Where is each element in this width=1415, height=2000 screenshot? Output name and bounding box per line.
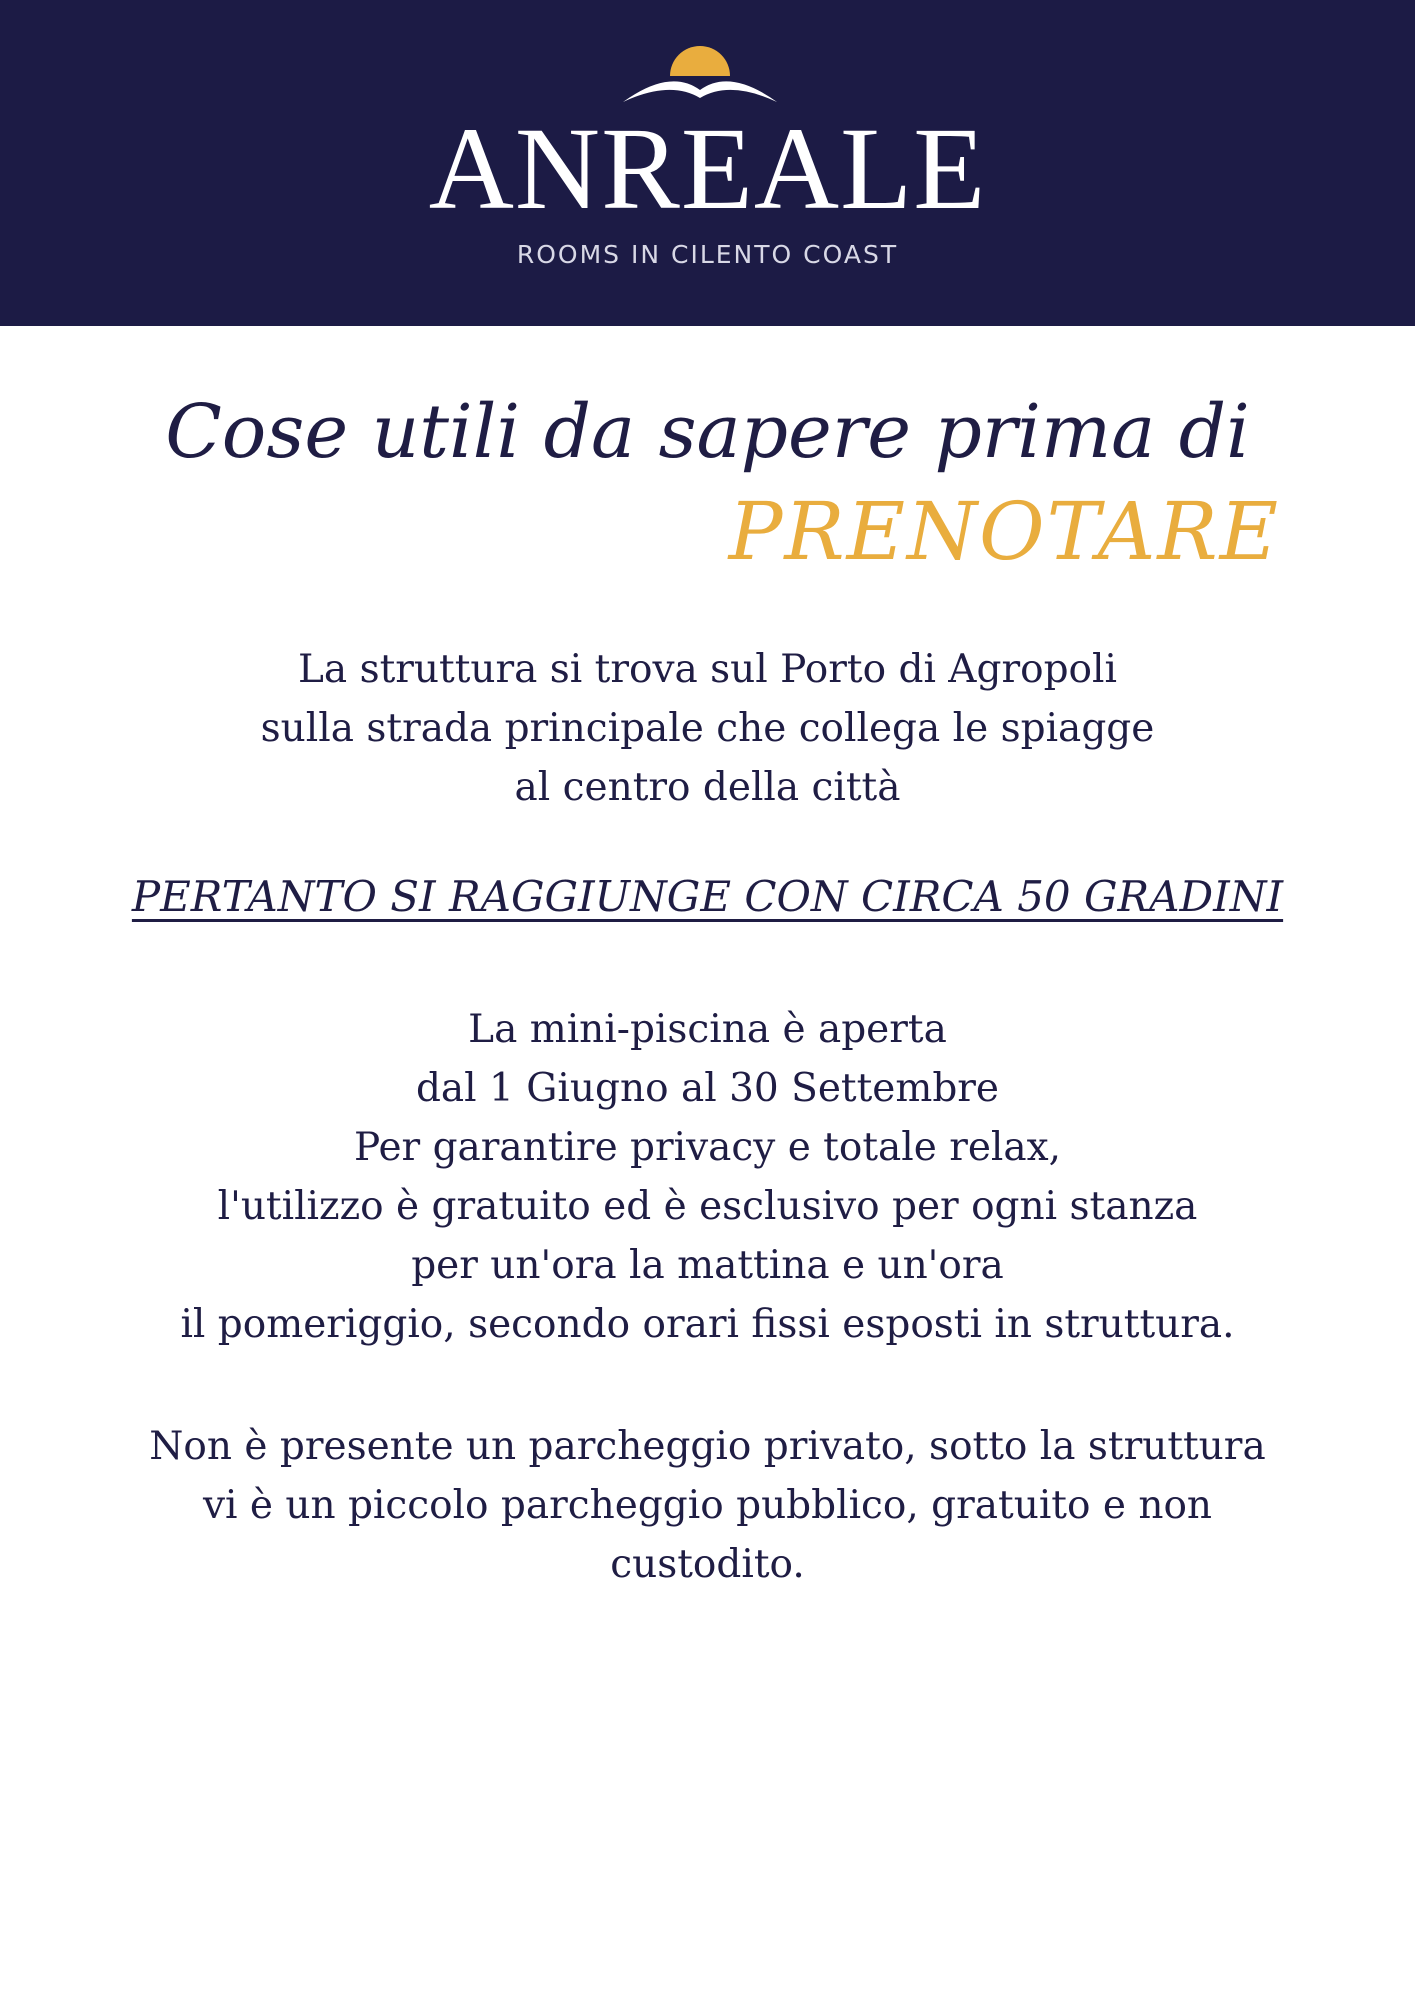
steps-notice-text: PERTANTO SI RAGGIUNGE CON CIRCA 50 GRADINI <box>131 872 1284 921</box>
pool-line: dal 1 Giugno al 30 Settembre <box>415 1066 1000 1111</box>
header-banner <box>0 0 1415 326</box>
pool-line: La mini-piscina è aperta <box>468 1007 947 1052</box>
location-line: La struttura si trova sul Porto di Agropoli <box>298 647 1117 692</box>
parking-line: Non è presente un parcheggio privato, sotto la struttura <box>149 1424 1266 1469</box>
page-title-highlight: PRENOTARE <box>728 485 1280 578</box>
steps-notice <box>0 872 1415 922</box>
brand-name: ANREALE <box>428 103 987 234</box>
parking-line: custodito. <box>610 1542 805 1587</box>
pool-line: per un'ora la mattina e un'ora <box>411 1243 1004 1288</box>
location-paragraph <box>60 640 1355 817</box>
parking-line: vi è un piccolo parcheggio pubblico, gratuito e non <box>202 1483 1213 1528</box>
page-title: Cose utili da sapere prima di <box>165 389 1250 475</box>
pool-line: il pomeriggio, secondo orari fissi esposti in struttura. <box>180 1302 1235 1347</box>
pool-paragraph <box>60 1000 1355 1354</box>
pool-line: Per garantire privacy e totale relax, <box>353 1125 1062 1170</box>
pool-line: l'utilizzo è gratuito ed è esclusivo per ogni stanza <box>217 1184 1198 1229</box>
parking-paragraph <box>60 1417 1355 1594</box>
location-line: sulla strada principale che collega le spiagge <box>260 706 1155 751</box>
brand-tagline: ROOMS IN CILENTO COAST <box>516 240 899 269</box>
sun-over-horizon-icon <box>615 38 785 108</box>
location-line: al centro della città <box>514 765 901 810</box>
